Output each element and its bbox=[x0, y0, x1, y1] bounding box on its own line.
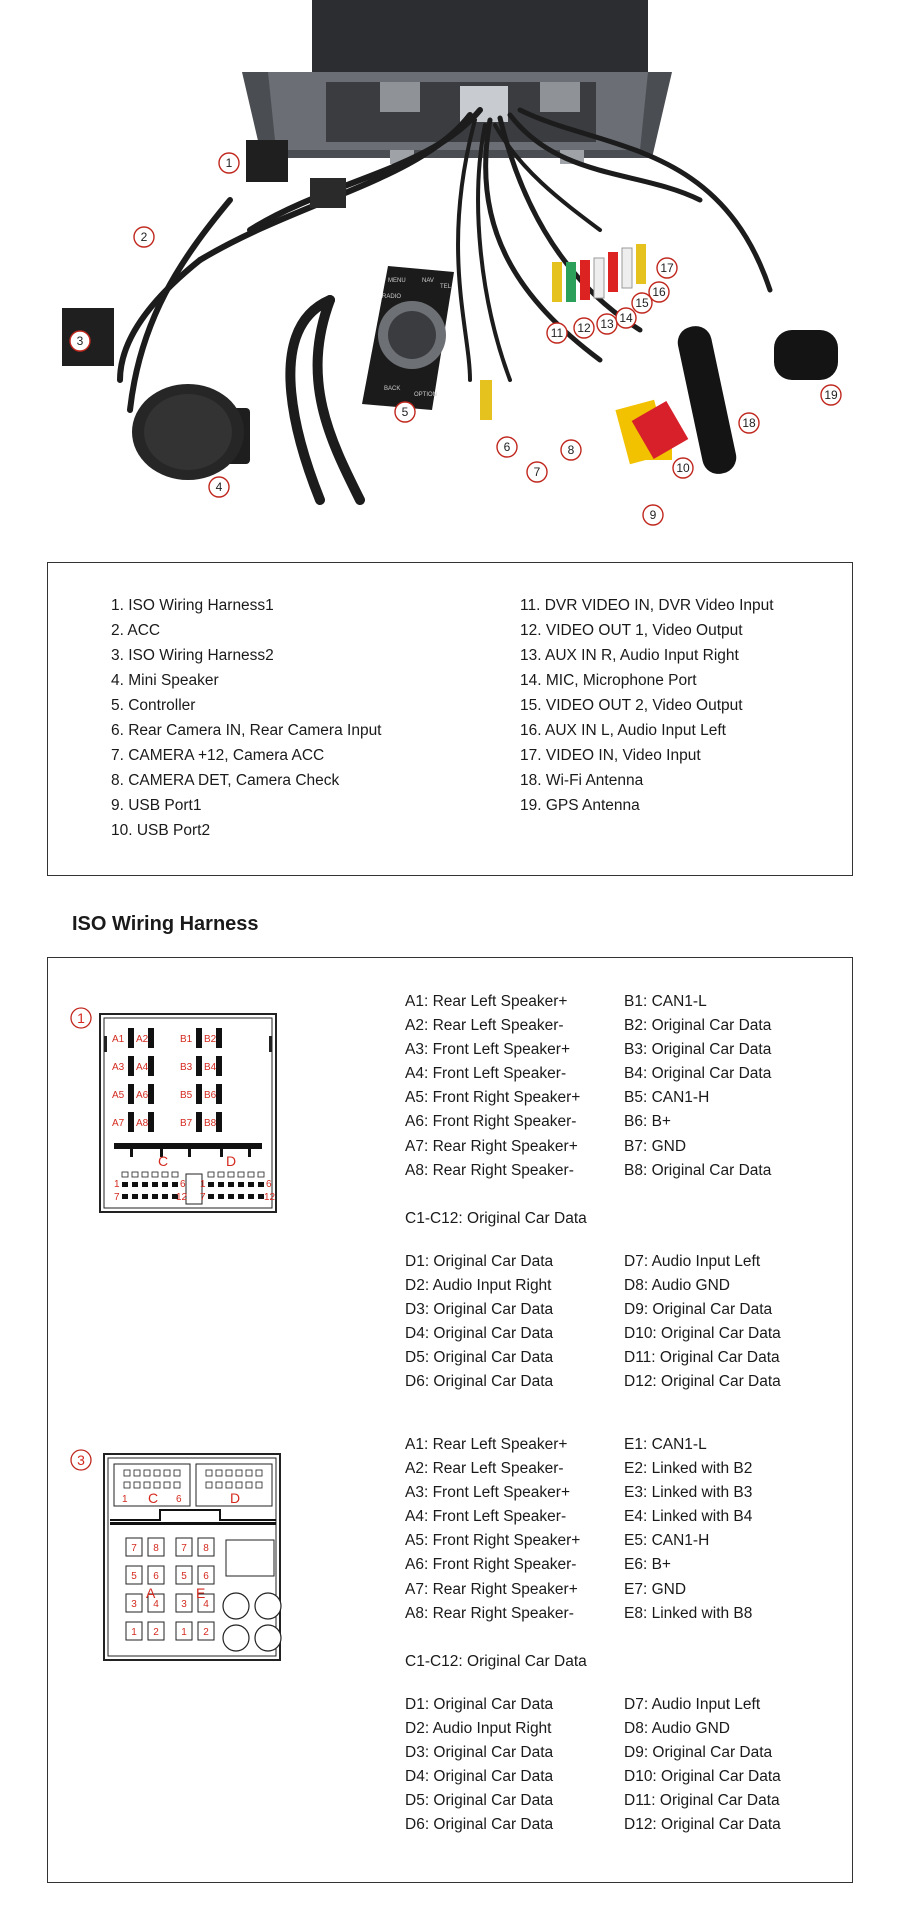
svg-text:RADIO: RADIO bbox=[382, 294, 402, 300]
callout-13: 13 bbox=[600, 317, 614, 331]
block-d-label: D bbox=[230, 1490, 241, 1506]
pin-label: 4 bbox=[153, 1599, 159, 1610]
pin-label: B1 bbox=[180, 1034, 193, 1045]
pin-label: A7 bbox=[112, 1118, 125, 1129]
callout-6: 6 bbox=[503, 440, 511, 454]
legend-item: 13. AUX IN R, Audio Input Right bbox=[520, 647, 739, 664]
svg-text:TEL: TEL bbox=[440, 284, 452, 290]
pin-desc: A8: Rear Right Speaker- bbox=[405, 1161, 574, 1179]
harness2-c-note: C1-C12: Original Car Data bbox=[405, 1653, 587, 1670]
block-e-label: E bbox=[196, 1585, 206, 1601]
pin-desc: E1: CAN1-L bbox=[624, 1436, 707, 1453]
svg-text:OPTION: OPTION bbox=[414, 392, 438, 398]
controller bbox=[362, 266, 454, 410]
pin-label: 1 bbox=[122, 1494, 128, 1505]
callout-4: 4 bbox=[215, 480, 223, 494]
legend-item: 10. USB Port2 bbox=[111, 822, 211, 839]
section-title: ISO Wiring Harness bbox=[72, 913, 259, 935]
pin-label: A4 bbox=[136, 1062, 149, 1073]
pin-desc: B6: B+ bbox=[624, 1113, 671, 1131]
pin-desc: E2: Linked with B2 bbox=[624, 1460, 753, 1478]
pin-label: 8 bbox=[153, 1543, 159, 1554]
pin-desc: D11: Original Car Data bbox=[624, 1792, 780, 1810]
legend-item: 3. ISO Wiring Harness2 bbox=[111, 647, 274, 664]
pin-desc: D5: Original Car Data bbox=[405, 1349, 554, 1367]
pin-label: A8 bbox=[136, 1118, 149, 1129]
pin-desc: A4: Front Left Speaker- bbox=[405, 1065, 567, 1083]
pin-desc: D12: Original Car Data bbox=[624, 1373, 781, 1391]
legend-item: 19. GPS Antenna bbox=[520, 797, 640, 814]
gps-antenna bbox=[774, 330, 838, 380]
pin-desc: E8: Linked with B8 bbox=[624, 1604, 753, 1622]
pin-label: 2 bbox=[153, 1627, 159, 1638]
legend-item: 5. Controller bbox=[111, 697, 196, 714]
harness2-d-left-column bbox=[405, 1693, 553, 1838]
legend-item: 11. DVR VIDEO IN, DVR Video Input bbox=[520, 597, 774, 614]
components-legend bbox=[47, 562, 853, 876]
legend-item: 2. ACC bbox=[111, 622, 161, 639]
pin-desc: D7: Audio Input Left bbox=[624, 1696, 761, 1713]
harness2-e-column bbox=[624, 1433, 752, 1626]
product-photo bbox=[0, 0, 900, 540]
legend-item: 9. USB Port1 bbox=[111, 797, 202, 814]
pin-desc: D6: Original Car Data bbox=[405, 1373, 554, 1391]
pin-label: B5 bbox=[180, 1090, 193, 1101]
pin-desc: D3: Original Car Data bbox=[405, 1301, 554, 1319]
connector1-number: 1 bbox=[77, 1010, 85, 1026]
pin-desc: E5: CAN1-H bbox=[624, 1532, 710, 1550]
pin-label: 6 bbox=[266, 1179, 272, 1190]
callout-11: 11 bbox=[550, 326, 564, 340]
callout-8: 8 bbox=[567, 443, 575, 457]
pin-label: B7 bbox=[180, 1118, 193, 1129]
pin-desc: A1: Rear Left Speaker+ bbox=[405, 993, 568, 1010]
pin-desc: D7: Audio Input Left bbox=[624, 1253, 761, 1270]
pin-label: 7 bbox=[114, 1192, 120, 1203]
callout-17: 17 bbox=[660, 261, 674, 275]
pin-label: 2 bbox=[203, 1627, 209, 1638]
pin-label: B2 bbox=[204, 1034, 217, 1045]
pin-label: 1 bbox=[114, 1179, 120, 1190]
pin-desc: A7: Rear Right Speaker+ bbox=[405, 1580, 578, 1598]
pin-desc: A2: Rear Left Speaker- bbox=[405, 1460, 564, 1478]
pin-desc: D5: Original Car Data bbox=[405, 1792, 554, 1810]
callout-16: 16 bbox=[652, 285, 666, 299]
legend-left-column bbox=[111, 593, 382, 843]
pin-label: 3 bbox=[131, 1599, 137, 1610]
legend-item: 7. CAMERA +12, Camera ACC bbox=[111, 747, 325, 764]
pin-desc: E3: Linked with B3 bbox=[624, 1484, 753, 1502]
pin-desc: A8: Rear Right Speaker- bbox=[405, 1604, 574, 1622]
legend-item: 14. MIC, Microphone Port bbox=[520, 672, 697, 689]
pin-label: 8 bbox=[203, 1543, 209, 1554]
callout-2: 2 bbox=[140, 230, 148, 244]
iso-harness-box bbox=[47, 957, 853, 1883]
pin-desc: E4: Linked with B4 bbox=[624, 1508, 753, 1526]
pin-desc: A2: Rear Left Speaker- bbox=[405, 1017, 564, 1035]
block-c-label: C bbox=[158, 1153, 169, 1169]
wifi-antenna bbox=[675, 323, 739, 477]
pin-desc: A3: Front Left Speaker+ bbox=[405, 1041, 570, 1059]
pin-desc: B5: CAN1-H bbox=[624, 1089, 710, 1107]
harness2-d-right-column bbox=[624, 1693, 781, 1838]
pin-desc: D10: Original Car Data bbox=[624, 1768, 781, 1786]
callout-1: 1 bbox=[225, 156, 233, 170]
harness2-a-column bbox=[405, 1433, 580, 1626]
iso-harness1-plug bbox=[246, 140, 288, 182]
pin-label: B4 bbox=[204, 1062, 217, 1073]
legend-item: 12. VIDEO OUT 1, Video Output bbox=[520, 622, 743, 639]
pin-desc: D2: Audio Input Right bbox=[405, 1277, 552, 1295]
pin-desc: D6: Original Car Data bbox=[405, 1816, 554, 1834]
pin-label: A6 bbox=[136, 1090, 149, 1101]
pin-label: A5 bbox=[112, 1090, 125, 1101]
callout-18: 18 bbox=[742, 416, 756, 430]
pin-label: B8 bbox=[204, 1118, 217, 1129]
connector1-diagram bbox=[70, 1006, 330, 1236]
pin-label: 5 bbox=[181, 1571, 187, 1582]
pin-desc: D9: Original Car Data bbox=[624, 1744, 773, 1762]
callout-14: 14 bbox=[619, 311, 633, 325]
pin-desc: B1: CAN1-L bbox=[624, 993, 707, 1010]
pin-desc: E7: GND bbox=[624, 1580, 687, 1598]
pin-label: 12 bbox=[176, 1192, 188, 1203]
callout-19: 19 bbox=[824, 388, 838, 402]
pin-label: 1 bbox=[131, 1627, 137, 1638]
pin-label: 5 bbox=[131, 1571, 137, 1582]
legend-item: 17. VIDEO IN, Video Input bbox=[520, 747, 701, 764]
pin-label: A1 bbox=[112, 1034, 125, 1045]
callout-3: 3 bbox=[76, 334, 84, 348]
pin-label: 1 bbox=[181, 1627, 187, 1638]
pin-label: 7 bbox=[181, 1543, 187, 1554]
callout-15: 15 bbox=[635, 296, 649, 310]
pin-desc: D3: Original Car Data bbox=[405, 1744, 554, 1762]
harness1-a-column bbox=[405, 990, 580, 1183]
pin-label: 7 bbox=[131, 1543, 137, 1554]
pin-desc: A6: Front Right Speaker- bbox=[405, 1113, 577, 1131]
block-a-label: A bbox=[146, 1585, 156, 1601]
callout-7: 7 bbox=[533, 465, 541, 479]
svg-text:NAV: NAV bbox=[422, 278, 434, 284]
pin-desc: D4: Original Car Data bbox=[405, 1325, 554, 1343]
pin-desc: A6: Front Right Speaker- bbox=[405, 1556, 577, 1574]
harness1-d-left-column bbox=[405, 1250, 553, 1395]
legend-right-column bbox=[520, 593, 774, 818]
pin-label: B6 bbox=[204, 1090, 217, 1101]
pin-desc: A5: Front Right Speaker+ bbox=[405, 1532, 581, 1550]
pin-label: 1 bbox=[200, 1179, 206, 1190]
pin-desc: E6: B+ bbox=[624, 1556, 671, 1574]
legend-item: 1. ISO Wiring Harness1 bbox=[111, 597, 274, 614]
connector3-diagram bbox=[70, 1448, 330, 1673]
pin-desc: D9: Original Car Data bbox=[624, 1301, 773, 1319]
pin-label: 12 bbox=[264, 1192, 276, 1203]
harness1-b-column bbox=[624, 990, 771, 1183]
pin-desc: B3: Original Car Data bbox=[624, 1041, 772, 1059]
pin-desc: B4: Original Car Data bbox=[624, 1065, 772, 1083]
pin-label: A3 bbox=[112, 1062, 125, 1073]
pin-desc: D12: Original Car Data bbox=[624, 1816, 781, 1834]
pin-label: 4 bbox=[203, 1599, 209, 1610]
pin-label: 6 bbox=[153, 1571, 159, 1582]
mini-speaker bbox=[132, 384, 250, 480]
harness1-d-right-column bbox=[624, 1250, 781, 1395]
pin-desc: D11: Original Car Data bbox=[624, 1349, 780, 1367]
pin-desc: A1: Rear Left Speaker+ bbox=[405, 1436, 568, 1453]
pin-desc: A5: Front Right Speaker+ bbox=[405, 1089, 581, 1107]
legend-item: 15. VIDEO OUT 2, Video Output bbox=[520, 697, 743, 714]
legend-item: 8. CAMERA DET, Camera Check bbox=[111, 772, 340, 789]
pin-desc: B8: Original Car Data bbox=[624, 1161, 772, 1179]
pin-desc: D1: Original Car Data bbox=[405, 1253, 554, 1270]
block-d-label: D bbox=[226, 1153, 237, 1169]
connector3-number: 3 bbox=[77, 1452, 85, 1468]
pin-desc: B2: Original Car Data bbox=[624, 1017, 772, 1035]
pin-label: 6 bbox=[176, 1494, 182, 1505]
pin-label: B3 bbox=[180, 1062, 193, 1073]
pin-desc: B7: GND bbox=[624, 1137, 687, 1155]
pin-desc: D8: Audio GND bbox=[624, 1277, 730, 1295]
legend-item: 4. Mini Speaker bbox=[111, 672, 219, 689]
pin-label: 7 bbox=[200, 1192, 206, 1203]
callout-9: 9 bbox=[649, 508, 657, 522]
pin-desc: D8: Audio GND bbox=[624, 1720, 730, 1738]
pin-desc: D1: Original Car Data bbox=[405, 1696, 554, 1713]
legend-item: 6. Rear Camera IN, Rear Camera Input bbox=[111, 722, 382, 739]
pin-desc: A4: Front Left Speaker- bbox=[405, 1508, 567, 1526]
pin-desc: D4: Original Car Data bbox=[405, 1768, 554, 1786]
pin-label: 6 bbox=[180, 1179, 186, 1190]
svg-text:BACK: BACK bbox=[384, 386, 401, 392]
pin-desc: D10: Original Car Data bbox=[624, 1325, 781, 1343]
pin-desc: D2: Audio Input Right bbox=[405, 1720, 552, 1738]
block-c-label: C bbox=[148, 1490, 159, 1506]
callout-10: 10 bbox=[676, 461, 690, 475]
pin-desc: A7: Rear Right Speaker+ bbox=[405, 1137, 578, 1155]
callout-5: 5 bbox=[401, 405, 409, 419]
callout-12: 12 bbox=[577, 321, 591, 335]
legend-item: 16. AUX IN L, Audio Input Left bbox=[520, 722, 726, 739]
harness1-c-note: C1-C12: Original Car Data bbox=[405, 1210, 587, 1227]
legend-item: 18. Wi-Fi Antenna bbox=[520, 772, 644, 789]
svg-text:MENU: MENU bbox=[388, 278, 406, 284]
pin-label: A2 bbox=[136, 1034, 149, 1045]
pin-desc: A3: Front Left Speaker+ bbox=[405, 1484, 570, 1502]
pin-label: 6 bbox=[203, 1571, 209, 1582]
pin-label: 3 bbox=[181, 1599, 187, 1610]
